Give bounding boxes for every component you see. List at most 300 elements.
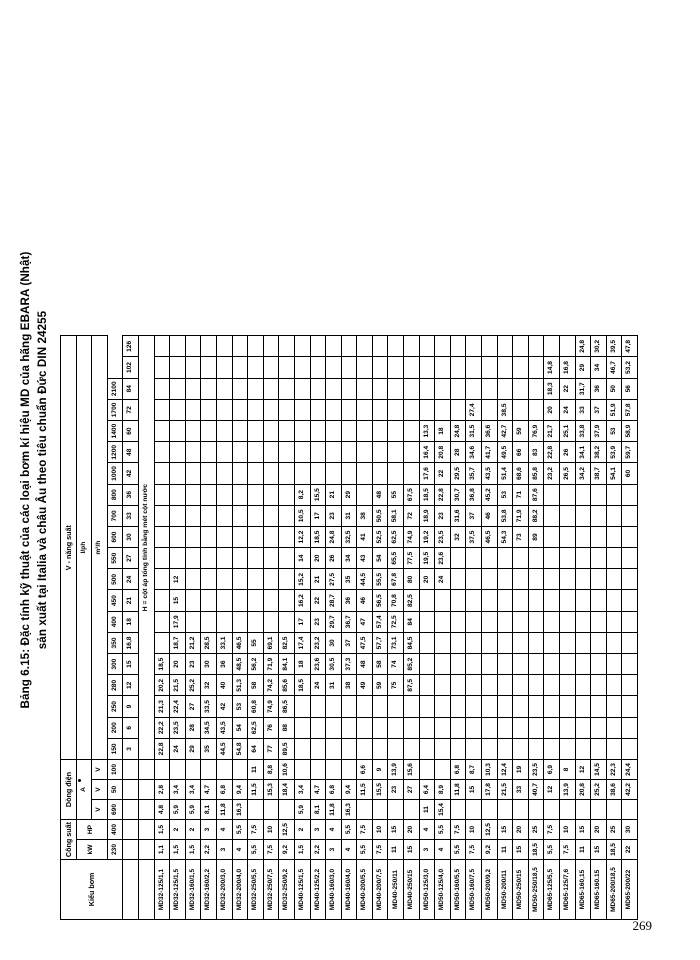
head-value-cell: 68,6 xyxy=(513,463,529,484)
table-row xyxy=(263,336,279,920)
pump-model-cell: MD40-125/1,5 xyxy=(294,860,310,920)
pump-model-cell: MD40-250/11 xyxy=(388,860,404,920)
head-value-cell xyxy=(575,505,591,526)
head-value-cell xyxy=(372,399,388,420)
head-value-cell xyxy=(216,590,232,611)
table-container xyxy=(60,335,638,920)
head-value-cell xyxy=(575,696,591,717)
header-flow-m3h-15: 60 xyxy=(123,421,139,442)
head-value-cell xyxy=(357,717,373,738)
head-value-cell xyxy=(419,632,435,653)
head-value-cell xyxy=(154,484,170,505)
head-value-cell: 17,6 xyxy=(419,463,435,484)
head-value-cell xyxy=(201,463,217,484)
power-hp-cell: 20 xyxy=(591,820,607,840)
header-flow-m3h-11: 33 xyxy=(123,505,139,526)
current-690v-cell: 13,9 xyxy=(388,760,404,780)
header-flow-lph-10: 500 xyxy=(107,569,123,590)
head-value-cell xyxy=(154,526,170,547)
head-value-cell xyxy=(435,696,451,717)
head-value-cell: 57,7 xyxy=(372,632,388,653)
head-value-cell: 22,2 xyxy=(154,717,170,738)
head-value-cell xyxy=(404,336,420,357)
head-value-cell xyxy=(450,632,466,653)
header-flow-m3h-9: 27 xyxy=(123,548,139,569)
head-value-cell xyxy=(419,357,435,378)
head-value-cell xyxy=(170,421,186,442)
pump-model-cell: MD40-160/3,0 xyxy=(326,860,342,920)
head-value-cell xyxy=(497,738,513,759)
head-value-cell xyxy=(326,336,342,357)
head-value-cell xyxy=(591,717,607,738)
head-value-cell xyxy=(513,696,529,717)
head-value-cell: 21,3 xyxy=(154,696,170,717)
head-value-cell xyxy=(357,378,373,399)
header-flow-m3h-8: 24 xyxy=(123,569,139,590)
head-value-cell xyxy=(248,336,264,357)
head-value-cell: 32,5 xyxy=(341,526,357,547)
pump-model-cell: MD32-250/9,2 xyxy=(279,860,295,920)
pump-model-cell: MD40-160/4,0 xyxy=(341,860,357,920)
table-row xyxy=(497,336,513,920)
head-value-cell xyxy=(263,399,279,420)
head-value-cell xyxy=(232,526,248,547)
head-value-cell xyxy=(575,484,591,505)
current-690v-cell: 12,4 xyxy=(497,760,513,780)
current-230v-cell xyxy=(357,800,373,820)
current-690v-cell: 10,3 xyxy=(482,760,498,780)
head-value-cell xyxy=(513,611,529,632)
power-kw-cell: 18,5 xyxy=(528,840,544,860)
head-value-cell xyxy=(232,569,248,590)
head-value-cell xyxy=(279,442,295,463)
head-value-cell xyxy=(466,611,482,632)
head-value-cell: 24,8 xyxy=(575,336,591,357)
head-value-cell xyxy=(450,675,466,696)
pump-model-cell: MD32-200/4,0 xyxy=(232,860,248,920)
head-value-cell xyxy=(450,378,466,399)
head-value-cell xyxy=(357,484,373,505)
head-value-cell: 74,9 xyxy=(404,526,420,547)
head-value-cell xyxy=(357,696,373,717)
head-value-cell xyxy=(326,442,342,463)
head-value-cell: 52,5 xyxy=(372,526,388,547)
head-value-cell xyxy=(528,378,544,399)
head-value-cell xyxy=(170,505,186,526)
head-value-cell xyxy=(185,526,201,547)
head-value-cell: 76 xyxy=(263,717,279,738)
head-value-cell xyxy=(232,590,248,611)
head-value-cell xyxy=(544,505,560,526)
head-value-cell xyxy=(372,717,388,738)
head-value-cell: 32 xyxy=(450,526,466,547)
head-value-cell xyxy=(606,717,622,738)
pump-model-cell: MD65-200/18,5 xyxy=(606,860,622,920)
head-value-cell xyxy=(450,654,466,675)
head-value-cell: 18,7 xyxy=(170,632,186,653)
head-value-cell: 21 xyxy=(326,484,342,505)
header-power-group: Công suất xyxy=(61,820,77,860)
power-kw-cell: 9,2 xyxy=(482,840,498,860)
head-value-cell xyxy=(310,357,326,378)
head-value-cell xyxy=(575,526,591,547)
current-690v-cell xyxy=(154,760,170,780)
current-400v-cell: 23 xyxy=(388,780,404,800)
head-value-cell: 37,5 xyxy=(466,526,482,547)
table-row xyxy=(466,336,482,920)
header-flow-m3h-18: 102 xyxy=(123,357,139,378)
head-value-cell xyxy=(622,654,638,675)
head-value-cell xyxy=(575,611,591,632)
head-value-cell xyxy=(419,654,435,675)
head-value-cell: 38,2 xyxy=(591,442,607,463)
head-value-cell xyxy=(560,336,576,357)
head-value-cell xyxy=(201,336,217,357)
head-value-cell: 47,5 xyxy=(357,632,373,653)
head-value-cell xyxy=(466,336,482,357)
head-value-cell xyxy=(216,399,232,420)
head-value-cell xyxy=(528,336,544,357)
head-value-cell: 30,2 xyxy=(591,336,607,357)
head-value-cell xyxy=(435,654,451,675)
head-value-cell xyxy=(528,569,544,590)
head-value-cell xyxy=(513,399,529,420)
head-value-cell xyxy=(201,548,217,569)
head-value-cell: 28 xyxy=(450,442,466,463)
power-hp-cell: 15 xyxy=(575,820,591,840)
head-value-cell: 71 xyxy=(513,484,529,505)
header-flow-lph-12: 600 xyxy=(107,526,123,547)
table-row xyxy=(528,336,544,920)
head-value-cell xyxy=(185,463,201,484)
head-value-cell xyxy=(622,548,638,569)
spacer-v230-2 xyxy=(138,800,154,820)
head-value-cell xyxy=(528,548,544,569)
head-value-cell xyxy=(341,336,357,357)
head-value-cell: 70,8 xyxy=(388,590,404,611)
head-value-cell xyxy=(435,675,451,696)
current-400v-cell: 40,7 xyxy=(528,780,544,800)
head-value-cell: 58 xyxy=(372,654,388,675)
head-value-cell xyxy=(622,632,638,653)
head-value-cell xyxy=(544,632,560,653)
table-row xyxy=(404,336,420,920)
header-flow-m3h-14: 48 xyxy=(123,442,139,463)
head-value-cell xyxy=(575,675,591,696)
head-value-cell xyxy=(575,590,591,611)
head-value-cell: 57,8 xyxy=(622,399,638,420)
head-value-cell xyxy=(185,336,201,357)
current-230v-cell xyxy=(263,800,279,820)
current-230v-cell xyxy=(404,800,420,820)
head-value-cell xyxy=(216,569,232,590)
head-value-cell: 62,5 xyxy=(248,717,264,738)
head-value-cell: 77 xyxy=(263,738,279,759)
head-value-cell: 73 xyxy=(513,526,529,547)
head-value-cell xyxy=(466,569,482,590)
head-value-cell: 15 xyxy=(170,590,186,611)
head-value-cell: 84,1 xyxy=(279,654,295,675)
head-value-cell xyxy=(466,548,482,569)
head-value-cell xyxy=(248,442,264,463)
head-value-cell: 35 xyxy=(341,569,357,590)
head-value-cell xyxy=(341,463,357,484)
head-value-cell xyxy=(482,654,498,675)
head-value-cell xyxy=(216,505,232,526)
head-value-cell xyxy=(575,717,591,738)
power-hp-cell: 2 xyxy=(294,820,310,840)
head-value-cell: 23,2 xyxy=(310,632,326,653)
head-value-cell: 33,8 xyxy=(575,421,591,442)
head-value-cell xyxy=(450,336,466,357)
head-value-cell: 16,4 xyxy=(419,442,435,463)
head-value-cell xyxy=(357,399,373,420)
current-230v-cell xyxy=(622,800,638,820)
head-value-cell xyxy=(248,526,264,547)
table-row xyxy=(201,336,217,920)
current-690v-cell xyxy=(341,760,357,780)
head-value-cell xyxy=(279,336,295,357)
head-value-cell xyxy=(513,590,529,611)
head-value-cell xyxy=(310,442,326,463)
pump-model-cell: MD50-250/18,5 xyxy=(528,860,544,920)
head-value-cell: 84 xyxy=(404,611,420,632)
current-690v-cell: 23,5 xyxy=(528,760,544,780)
head-value-cell xyxy=(419,336,435,357)
current-400v-cell: 6,8 xyxy=(216,780,232,800)
head-value-cell xyxy=(388,696,404,717)
head-value-cell: 28 xyxy=(185,717,201,738)
head-value-cell xyxy=(341,696,357,717)
head-value-cell xyxy=(544,336,560,357)
head-value-cell: 48 xyxy=(372,484,388,505)
head-value-cell xyxy=(201,526,217,547)
head-value-cell xyxy=(263,378,279,399)
table-row xyxy=(435,336,451,920)
pump-model-cell: MD65-200/22 xyxy=(622,860,638,920)
current-690v-cell: 12 xyxy=(575,760,591,780)
head-value-cell: 12,2 xyxy=(294,526,310,547)
head-value-cell: 38,5 xyxy=(497,399,513,420)
head-value-cell xyxy=(466,357,482,378)
head-value-cell xyxy=(372,738,388,759)
head-value-cell xyxy=(388,336,404,357)
head-value-cell xyxy=(591,590,607,611)
pump-model-cell: MD40-200/7,5 xyxy=(372,860,388,920)
head-value-cell xyxy=(435,378,451,399)
head-value-cell xyxy=(544,484,560,505)
head-value-cell xyxy=(528,611,544,632)
head-value-cell xyxy=(404,357,420,378)
head-value-cell xyxy=(450,717,466,738)
head-value-cell xyxy=(185,484,201,505)
head-value-cell xyxy=(388,378,404,399)
current-690v-cell: 6,8 xyxy=(450,760,466,780)
head-value-cell xyxy=(482,738,498,759)
head-value-cell: 8,2 xyxy=(294,484,310,505)
power-hp-cell: 10 xyxy=(372,820,388,840)
head-value-cell xyxy=(248,357,264,378)
head-value-cell xyxy=(404,463,420,484)
head-value-cell xyxy=(482,378,498,399)
head-value-cell xyxy=(560,632,576,653)
power-kw-cell: 3 xyxy=(326,840,342,860)
head-value-cell: 74,2 xyxy=(263,675,279,696)
power-hp-cell: 25 xyxy=(528,820,544,840)
head-value-cell: 32 xyxy=(201,675,217,696)
head-value-cell xyxy=(154,399,170,420)
head-value-cell xyxy=(372,696,388,717)
header-row-m3h xyxy=(123,336,139,920)
head-value-cell xyxy=(170,463,186,484)
head-value-cell: 84,5 xyxy=(404,632,420,653)
head-value-cell xyxy=(263,548,279,569)
header-flow-m3h-1: 6 xyxy=(123,717,139,738)
current-400v-cell: 27 xyxy=(404,780,420,800)
head-value-cell xyxy=(482,399,498,420)
head-value-cell xyxy=(341,378,357,399)
header-flow-lph-6: 300 xyxy=(107,654,123,675)
head-value-cell xyxy=(544,590,560,611)
head-value-cell xyxy=(466,378,482,399)
head-value-cell: 29 xyxy=(185,738,201,759)
head-value-cell: 24 xyxy=(560,399,576,420)
head-value-cell xyxy=(185,399,201,420)
head-value-cell: 53,8 xyxy=(497,505,513,526)
current-400v-cell: 6,8 xyxy=(326,780,342,800)
head-value-cell xyxy=(528,738,544,759)
header-volt-label-400: V xyxy=(92,780,108,800)
table-row xyxy=(279,336,295,920)
current-400v-cell: 17,8 xyxy=(482,780,498,800)
header-flow-lph-17: 1400 xyxy=(107,421,123,442)
head-value-cell xyxy=(326,696,342,717)
head-value-cell: 88 xyxy=(279,717,295,738)
head-value-cell: 58,9 xyxy=(622,421,638,442)
table-row xyxy=(216,336,232,920)
head-value-cell xyxy=(482,611,498,632)
head-value-cell xyxy=(154,421,170,442)
power-hp-cell: 4 xyxy=(216,820,232,840)
head-value-cell: 23 xyxy=(185,654,201,675)
current-230v-cell xyxy=(575,800,591,820)
pump-model-cell: MD65-160,15 xyxy=(575,860,591,920)
header-flow-lph-4: 250 xyxy=(107,696,123,717)
head-value-cell: 17 xyxy=(294,611,310,632)
head-value-cell xyxy=(606,738,622,759)
power-kw-cell: 15 xyxy=(404,840,420,860)
power-hp-cell: 10 xyxy=(263,820,279,840)
header-flow-unit-lph: l/ph xyxy=(76,336,92,760)
head-value-cell xyxy=(263,569,279,590)
head-value-cell: 31,7 xyxy=(575,378,591,399)
power-hp-cell: 5,5 xyxy=(341,820,357,840)
head-value-cell: 24,8 xyxy=(450,421,466,442)
current-400v-cell: 18,4 xyxy=(279,780,295,800)
head-value-cell xyxy=(575,738,591,759)
header-flow-lph-9: 450 xyxy=(107,590,123,611)
head-value-cell xyxy=(310,399,326,420)
head-value-cell xyxy=(310,463,326,484)
current-690v-cell: 10,6 xyxy=(279,760,295,780)
head-value-cell: 34 xyxy=(341,548,357,569)
head-value-cell: 15,2 xyxy=(294,569,310,590)
head-value-cell xyxy=(528,357,544,378)
header-flow-m3h-0: 3 xyxy=(123,738,139,759)
head-value-cell xyxy=(279,421,295,442)
head-value-cell xyxy=(248,548,264,569)
head-value-cell xyxy=(310,696,326,717)
head-value-cell xyxy=(404,696,420,717)
table-row xyxy=(388,336,404,920)
header-volt-690: 690 xyxy=(107,800,123,820)
head-value-cell: 30,5 xyxy=(326,654,342,675)
head-value-cell xyxy=(513,378,529,399)
head-value-cell xyxy=(170,399,186,420)
head-value-cell xyxy=(544,675,560,696)
head-value-cell xyxy=(279,463,295,484)
header-flow-m3h-3: 12 xyxy=(123,675,139,696)
header-power-kw: kW xyxy=(76,840,107,860)
head-value-cell xyxy=(544,548,560,569)
head-value-cell: 49 xyxy=(357,675,373,696)
table-row xyxy=(326,336,342,920)
head-value-cell xyxy=(341,357,357,378)
head-value-cell xyxy=(575,569,591,590)
power-hp-cell: 25 xyxy=(606,820,622,840)
head-value-cell: 28,7 xyxy=(326,590,342,611)
head-value-cell xyxy=(279,505,295,526)
head-value-cell xyxy=(497,654,513,675)
head-value-cell xyxy=(606,654,622,675)
head-value-cell: 20 xyxy=(544,399,560,420)
head-value-cell: 30 xyxy=(201,654,217,675)
head-value-cell xyxy=(201,484,217,505)
head-value-cell: 33,5 xyxy=(201,696,217,717)
head-value-cell: 21,7 xyxy=(544,421,560,442)
head-value-cell xyxy=(497,548,513,569)
head-value-cell: 23,6 xyxy=(435,548,451,569)
head-value-cell xyxy=(310,378,326,399)
head-value-cell: 67,5 xyxy=(404,484,420,505)
power-hp-cell: 15 xyxy=(497,820,513,840)
head-value-cell xyxy=(294,399,310,420)
head-value-cell: 72,5 xyxy=(388,611,404,632)
power-kw-cell: 7,5 xyxy=(372,840,388,860)
head-value-cell xyxy=(560,548,576,569)
table-row xyxy=(575,336,591,920)
head-value-cell xyxy=(154,378,170,399)
head-value-cell: 89,5 xyxy=(279,738,295,759)
head-value-cell xyxy=(279,590,295,611)
head-value-cell: 26 xyxy=(326,548,342,569)
head-value-cell xyxy=(154,632,170,653)
head-value-cell: 85,8 xyxy=(528,463,544,484)
head-value-cell xyxy=(575,548,591,569)
spacer-model xyxy=(123,860,139,920)
head-value-cell xyxy=(606,526,622,547)
head-value-cell xyxy=(185,611,201,632)
head-value-cell xyxy=(232,378,248,399)
head-value-cell xyxy=(482,590,498,611)
head-value-cell: 19,5 xyxy=(419,548,435,569)
head-value-cell: 85,2 xyxy=(404,654,420,675)
current-230v-cell xyxy=(606,800,622,820)
head-value-cell xyxy=(497,378,513,399)
head-value-cell xyxy=(622,484,638,505)
head-value-cell: 39,5 xyxy=(606,336,622,357)
head-value-cell: 43 xyxy=(357,548,373,569)
